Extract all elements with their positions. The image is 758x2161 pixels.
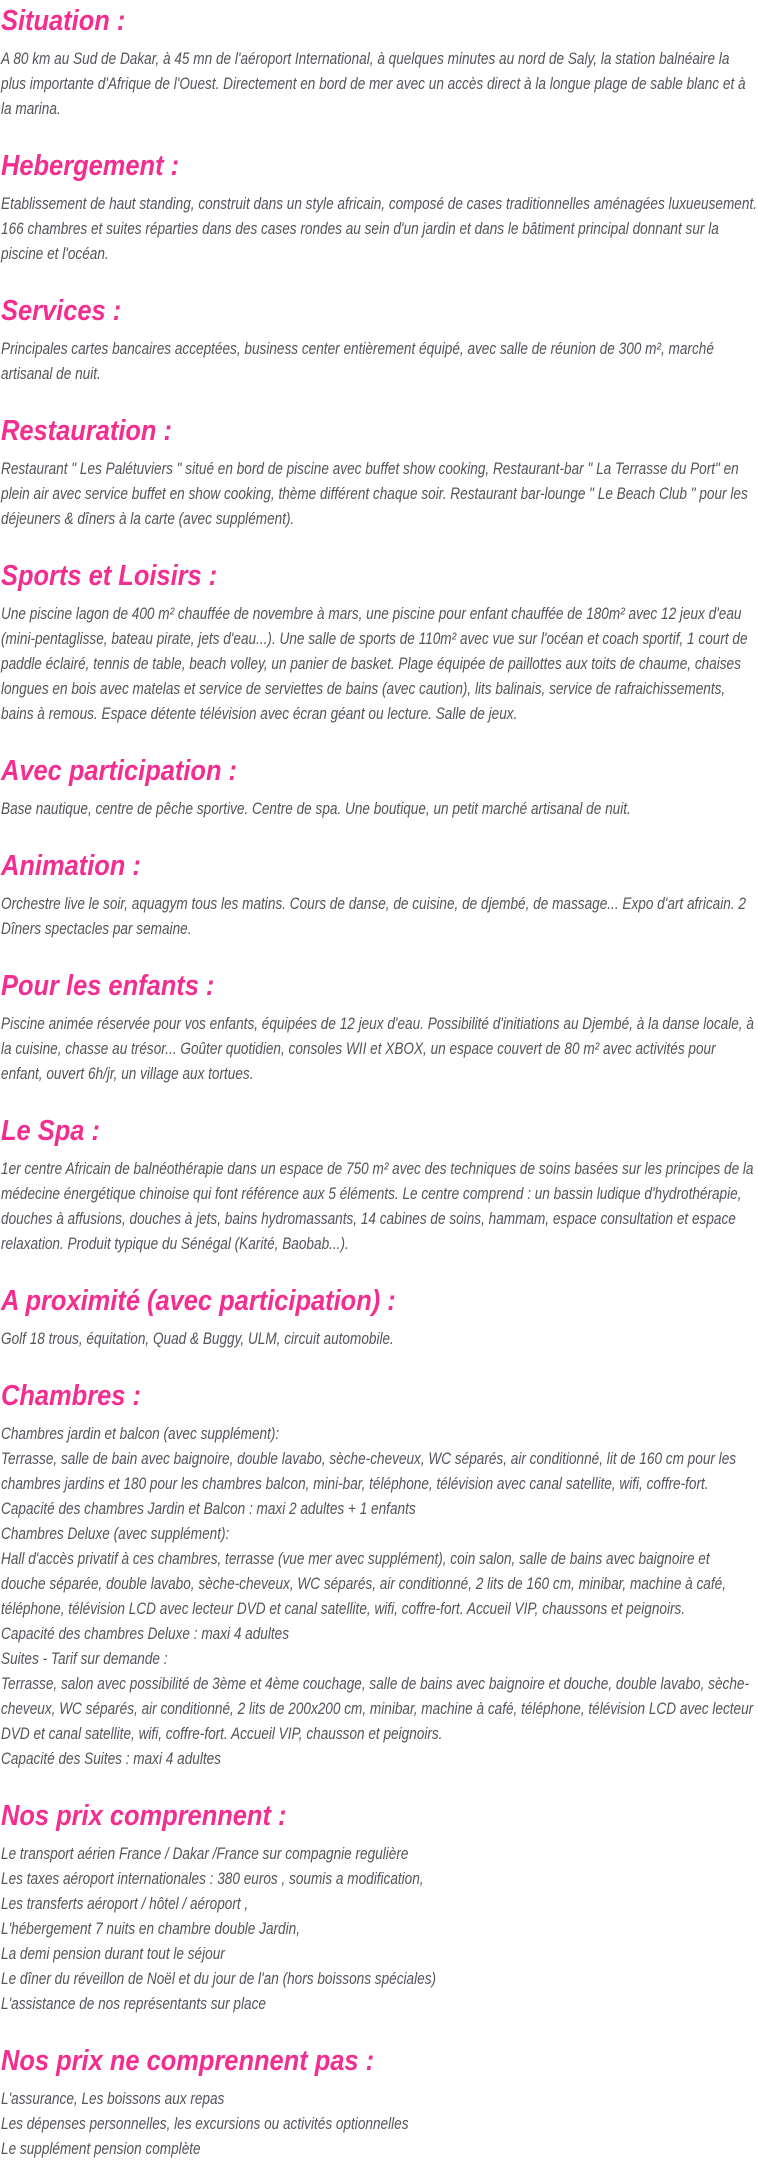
section-title-hebergement: Hebergement : (1, 150, 180, 182)
section-services (1, 292, 758, 386)
section-title-animation: Animation : (1, 850, 141, 882)
section-body-sports-loisirs: Une piscine lagon de 400 m² chauffée de novembre à mars, une piscine pour enfant chauffée de 180m² avec 12 jeux d'eau (mini-pentaglisse, bateau pirate, jets d'eau...). Une salle de sports de 110m² avec vue sur l'océan et coach sportif, 1 court de paddle éclairé, tennis de table, beach volley, un panier de basket. Plage équipée de paillottes aux toits de chaume, chaises longues en bois avec matelas et service de serviettes de bains (avec caution), lits balinais, service de rafraichissements, bains à remous. Espace détente télévision avec écran géant ou lecture. Salle de jeux. (1, 604, 748, 723)
section-animation (1, 847, 758, 941)
section-title-le-spa: Le Spa : (1, 1115, 100, 1147)
section-body-restauration: Restaurant " Les Palétuviers " situé en bord de piscine avec buffet show cooking, Restaurant-bar " La Terrasse du Port" en plein air avec service buffet en show cooking, thème différent chaque soir. Restaurant bar-lounge " Le Beach Club " pour les déjeuners & dîners à la carte (avec supplément). (1, 459, 748, 528)
section-body-le-spa: 1er centre Africain de balnéothérapie dans un espace de 750 m² avec des techniques de soins basées sur les principes de la médecine énergétique chinoise qui font référence aux 5 éléments. Le centre comprend : un bassin ludique d'hydrothérapie, douches à affusions, douches à jets, bains hydromassants, 14 cabines de soins, hammam, espace consultation et espace relaxation. Produit typique du Sénégal (Karité, Baobab...). (1, 1159, 754, 1253)
section-prix-ne-comprennent-pas (1, 2042, 758, 2161)
section-title-sports-loisirs: Sports et Loisirs : (1, 560, 218, 592)
section-body-prix-ne-comprennent-pas: L'assurance, Les boissons aux repas Les dépenses personnelles, les excursions ou activités optionnelles Le supplément pension complète (1, 2089, 409, 2158)
section-sports-loisirs (1, 557, 758, 726)
section-body-pour-les-enfants: Piscine animée réservée pour vos enfants, équipées de 12 jeux d'eau. Possibilité d'initiations au Djembé, à la danse locale, à la cuisine, chasse au trésor... Goûter quotidien, consoles WII et XBOX, un espace couvert de 80 m² avec activités pour enfant, ouvert 6h/jr, un village aux tortues. (1, 1014, 754, 1083)
section-body-services: Principales cartes bancaires acceptées, business center entièrement équipé, avec salle de réunion de 300 m², marché artisanal de nuit. (1, 339, 714, 383)
section-prix-comprennent (1, 1797, 758, 2016)
section-chambres (1, 1377, 758, 1771)
section-le-spa (1, 1112, 758, 1256)
section-restauration (1, 412, 758, 531)
section-body-hebergement: Etablissement de haut standing, construit dans un style africain, composé de cases traditionnelles aménagées luxueusement. 166 chambres et suites réparties dans des cases rondes au sein d'un jardin et dans le bâtiment principal donnant sur la piscine et l'océan. (1, 194, 757, 263)
section-title-restauration: Restauration : (1, 415, 173, 447)
section-hebergement (1, 147, 758, 266)
section-title-chambres: Chambres : (1, 1380, 141, 1412)
section-body-situation: A 80 km au Sud de Dakar, à 45 mn de l'aéroport International, à quelques minutes au nord de Saly, la station balnéaire la plus importante d'Afrique de l'Ouest. Directement en bord de mer avec un accès direct à la longue plage de sable blanc et à la marina. (1, 49, 746, 118)
section-title-prix-ne-comprennent-pas: Nos prix ne comprennent pas : (1, 2045, 375, 2077)
section-title-a-proximite: A proximité (avec participation) : (1, 1285, 396, 1317)
section-situation (1, 2, 758, 121)
section-title-situation: Situation : (1, 5, 126, 37)
section-title-prix-comprennent: Nos prix comprennent : (1, 1800, 287, 1832)
section-body-prix-comprennent: Le transport aérien France / Dakar /France sur compagnie regulière Les taxes aéroport internationales : 380 euros , soumis a modification, Les transferts aéroport / hôtel / aéroport , L'hébergement 7 nuits en chambre double Jardin, La demi pension durant tout le séjour Le dîner du réveillon de Noël et du jour de l'an (hors boissons spéciales) L'assistance de nos représentants sur place (1, 1844, 437, 2013)
section-avec-participation (1, 752, 758, 821)
section-title-pour-les-enfants: Pour les enfants : (1, 970, 215, 1002)
section-body-animation: Orchestre live le soir, aquagym tous les matins. Cours de danse, de cuisine, de djembé, de massage... Expo d'art africain. 2 Dîners spectacles par semaine. (1, 894, 746, 938)
section-body-avec-participation: Base nautique, centre de pêche sportive. Centre de spa. Une boutique, un petit marché artisanal de nuit. (1, 799, 631, 818)
section-body-chambres: Chambres jardin et balcon (avec supplément): Terrasse, salle de bain avec baignoire, double lavabo, sèche-cheveux, WC séparés, air conditionné, lit de 160 cm pour les chambres jardins et 180 pour les chambres balcon, mini-bar, téléphone, télévision avec canal satellite, wifi, coffre-fort. Capacité des chambres Jardin et Balcon : maxi 2 adultes + 1 enfants Chambres Deluxe (avec supplément): Hall d'accès privatif à ces chambres, terrasse (vue mer avec supplément), coin salon, salle de bains avec baignoire et douche séparée, double lavabo, sèche-cheveux, WC séparés, air conditionné, 2 lits de 160 cm, minibar, machine à café, téléphone, télévision LCD avec lecteur DVD et canal satellite, wifi, coffre-fort. Accueil VIP, chaussons et peignoirs. Capacité des chambres Deluxe : maxi 4 adultes Suites - Tarif sur demande : Terrasse, salon avec possibilité de 3ème et 4ème couchage, salle de bains avec baignoire et douche, double lavabo, sèche-cheveux, WC séparés, air conditionné, 2 lits de 200x200 cm, minibar, machine à café, téléphone, télévision LCD avec lecteur DVD et canal satellite, wifi, coffre-fort. Accueil VIP, chausson et peignoirs. Capacité des Suites : maxi 4 adultes (1, 1424, 754, 1768)
section-pour-les-enfants (1, 967, 758, 1086)
section-body-a-proximite: Golf 18 trous, équitation, Quad & Buggy, ULM, circuit automobile. (1, 1329, 394, 1348)
section-title-avec-participation: Avec participation : (1, 755, 238, 787)
section-a-proximite (1, 1282, 758, 1351)
section-title-services: Services : (1, 295, 122, 327)
